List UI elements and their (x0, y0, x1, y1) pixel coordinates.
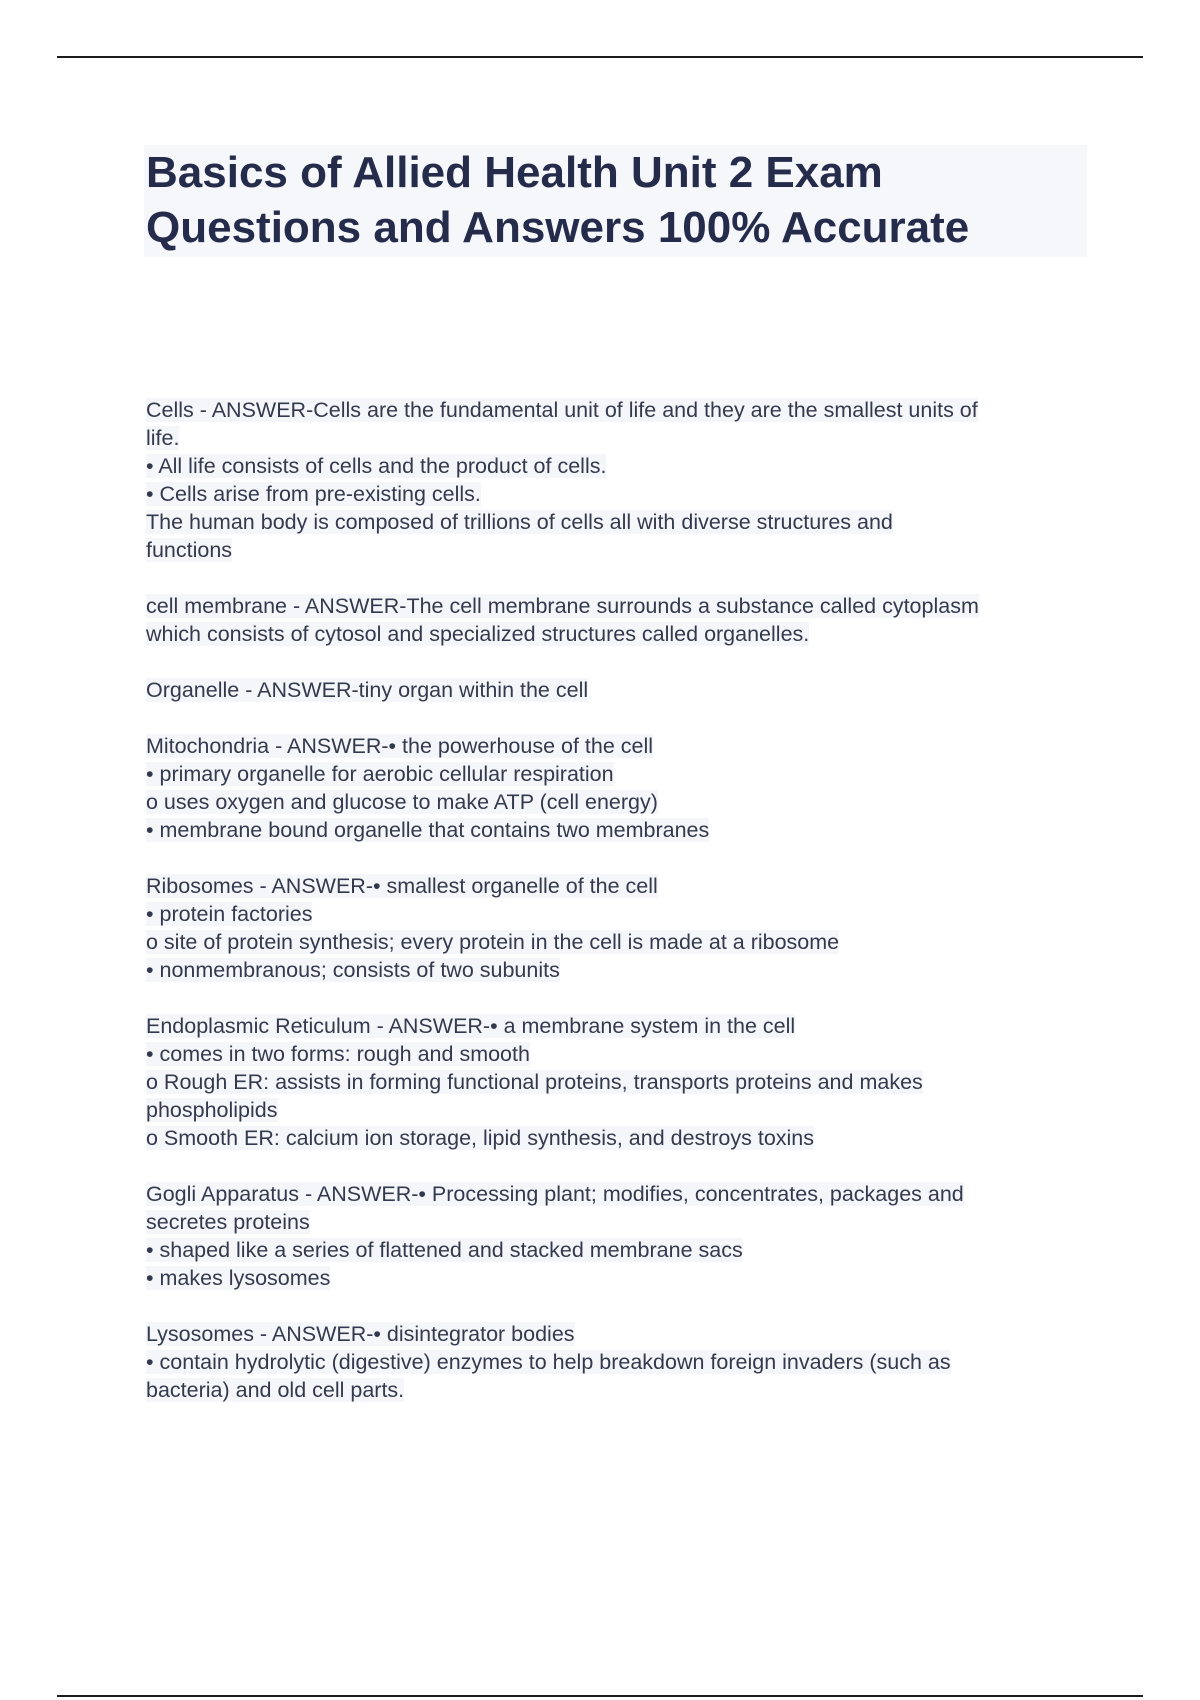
qa-answer-line (146, 424, 1096, 452)
qa-answer-line (146, 760, 1096, 788)
qa-term-line (146, 1320, 1096, 1348)
qa-answer-line (146, 452, 1096, 480)
qa-answer-line (146, 1040, 1096, 1068)
qa-item (146, 1012, 1096, 1152)
qa-line-text: functions (146, 538, 233, 562)
qa-answer-line (146, 816, 1096, 844)
qa-answer-line (146, 1208, 1096, 1236)
qa-term-line (146, 396, 1096, 424)
qa-answer-line (146, 1376, 1096, 1404)
qa-answer-line (146, 788, 1096, 816)
qa-answer-line (146, 1124, 1096, 1152)
qa-term-line (146, 676, 1096, 704)
qa-answer-line (146, 1264, 1096, 1292)
qa-line-text: bacteria) and old cell parts. (146, 1378, 405, 1402)
qa-line-text: • Cells arise from pre-existing cells. (146, 482, 481, 506)
qa-answer-line (146, 1236, 1096, 1264)
qa-answer-line (146, 1068, 1096, 1096)
qa-item (146, 732, 1096, 844)
title-line-1: Basics of Allied Health Unit 2 Exam (146, 148, 883, 197)
qa-answer-line (146, 536, 1096, 564)
qa-line-text: life. (146, 426, 180, 450)
qa-line-text: • nonmembranous; consists of two subunits (146, 958, 560, 982)
qa-item (146, 1180, 1096, 1292)
qa-line-text: Ribosomes - ANSWER-• smallest organelle of the cell (146, 874, 658, 898)
qa-line-text: o uses oxygen and glucose to make ATP (cell energy) (146, 790, 658, 814)
qa-answer-line (146, 508, 1096, 536)
qa-line-text: cell membrane - ANSWER-The cell membrane surrounds a substance called cytoplasm (146, 594, 979, 618)
qa-line-text: which consists of cytosol and specialized structures called organelles. (146, 622, 810, 646)
qa-line-text: secretes proteins (146, 1210, 310, 1234)
bottom-divider (57, 1695, 1143, 1697)
qa-line-text: Gogli Apparatus - ANSWER-• Processing plant; modifies, concentrates, packages and (146, 1182, 964, 1206)
qa-answer-line (146, 1348, 1096, 1376)
qa-line-text: The human body is composed of trillions of cells all with diverse structures and (146, 510, 893, 534)
qa-item (146, 1320, 1096, 1404)
qa-line-text: Cells - ANSWER-Cells are the fundamental unit of life and they are the smallest units of (146, 398, 978, 422)
qa-line-text: o Smooth ER: calcium ion storage, lipid synthesis, and destroys toxins (146, 1126, 815, 1150)
qa-answer-line (146, 956, 1096, 984)
qa-line-text: • All life consists of cells and the product of cells. (146, 454, 607, 478)
qa-line-text: phospholipids (146, 1098, 278, 1122)
qa-line-text: o site of protein synthesis; every protein in the cell is made at a ribosome (146, 930, 840, 954)
qa-item (146, 592, 1096, 648)
qa-line-text: • comes in two forms: rough and smooth (146, 1042, 530, 1066)
qa-answer-line (146, 620, 1096, 648)
qa-line-text: • primary organelle for aerobic cellular respiration (146, 762, 614, 786)
qa-answer-line (146, 900, 1096, 928)
qa-term-line (146, 592, 1096, 620)
qa-line-text: Lysosomes - ANSWER-• disintegrator bodies (146, 1322, 575, 1346)
qa-answer-line (146, 928, 1096, 956)
qa-item (146, 676, 1096, 704)
qa-line-text: • contain hydrolytic (digestive) enzymes to help breakdown foreign invaders (such as (146, 1350, 951, 1374)
qa-line-text: • membrane bound organelle that contains two membranes (146, 818, 710, 842)
qa-item (146, 872, 1096, 984)
qa-list (146, 396, 1096, 1432)
qa-line-text: Organelle - ANSWER-tiny organ within the cell (146, 678, 589, 702)
qa-term-line (146, 872, 1096, 900)
title-line-2: Questions and Answers 100% Accurate (146, 203, 970, 252)
top-divider (57, 56, 1143, 58)
qa-line-text: • protein factories (146, 902, 313, 926)
qa-line-text: o Rough ER: assists in forming functional proteins, transports proteins and makes (146, 1070, 923, 1094)
qa-line-text: Mitochondria - ANSWER-• the powerhouse of the cell (146, 734, 654, 758)
qa-line-text: Endoplasmic Reticulum - ANSWER-• a membrane system in the cell (146, 1014, 796, 1038)
qa-line-text: • makes lysosomes (146, 1266, 331, 1290)
qa-item (146, 396, 1096, 564)
document-title (144, 145, 1087, 257)
qa-answer-line (146, 480, 1096, 508)
qa-term-line (146, 1012, 1096, 1040)
qa-term-line (146, 1180, 1096, 1208)
qa-answer-line (146, 1096, 1096, 1124)
qa-line-text: • shaped like a series of flattened and stacked membrane sacs (146, 1238, 743, 1262)
qa-term-line (146, 732, 1096, 760)
